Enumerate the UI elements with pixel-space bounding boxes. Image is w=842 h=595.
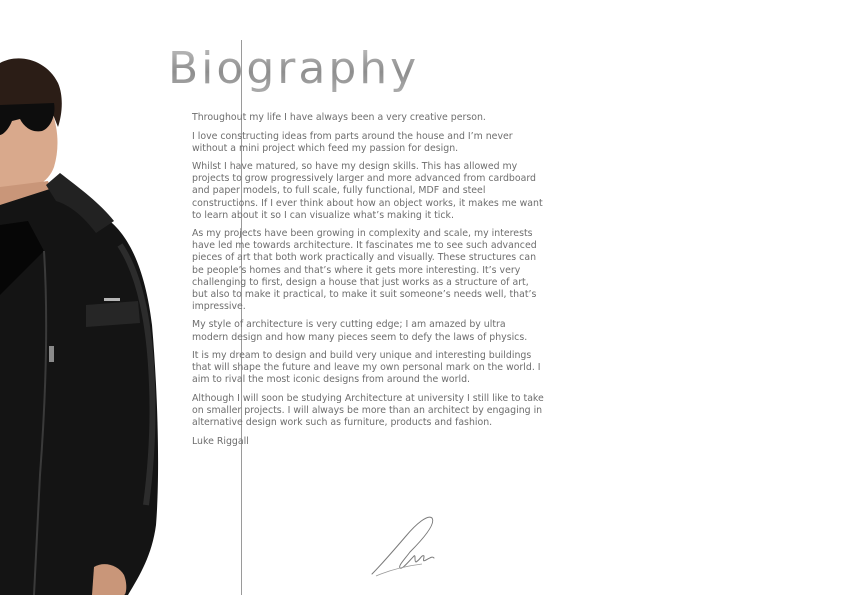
signature	[366, 512, 438, 578]
biography-text	[192, 112, 544, 454]
paragraph: Whilst I have matured, so have my design skills. This has allowed my projects to grow progressively larger and more advanced from cardboard and paper models, to full scale, fully functional, MDF and steel constructions. If I ever think about how an object works, it makes me want to learn about it so I can visualize what’s making it tick.	[192, 161, 543, 221]
paragraph: Throughout my life I have always been a very creative person.	[192, 112, 486, 123]
author-name: Luke Riggall	[192, 435, 249, 447]
paragraph: Although I will soon be studying Architecture at university I still like to take on smaller projects. I will always be more than an architect by engaging in alternative design work such as furniture, products and fashion.	[192, 392, 544, 429]
page-title: Biography	[168, 40, 419, 98]
portrait-photo	[0, 55, 165, 595]
paragraph: It is my dream to design and build very unique and interesting buildings that will shape the future and leave my own personal mark on the world. I aim to rival the most iconic designs from around the world.	[192, 350, 541, 386]
paragraph: As my projects have been growing in complexity and scale, my interests have led me towards architecture. It fascinates me to see such advanced pieces of art that both work practically and visually. These structures can be people’s homes and that’s where it gets more interesting. It’s very challenging to first, design a house that just works as a structure of art, but also to make it practical, to make it suit someone’s needs well, that’s impressive.	[192, 228, 537, 312]
paragraph: My style of architecture is very cutting edge; I am amazed by ultra modern design and how many pieces seem to defy the laws of physics.	[192, 319, 528, 343]
paragraph: I love constructing ideas from parts around the house and I’m never without a mini project which feed my passion for design.	[192, 130, 513, 154]
